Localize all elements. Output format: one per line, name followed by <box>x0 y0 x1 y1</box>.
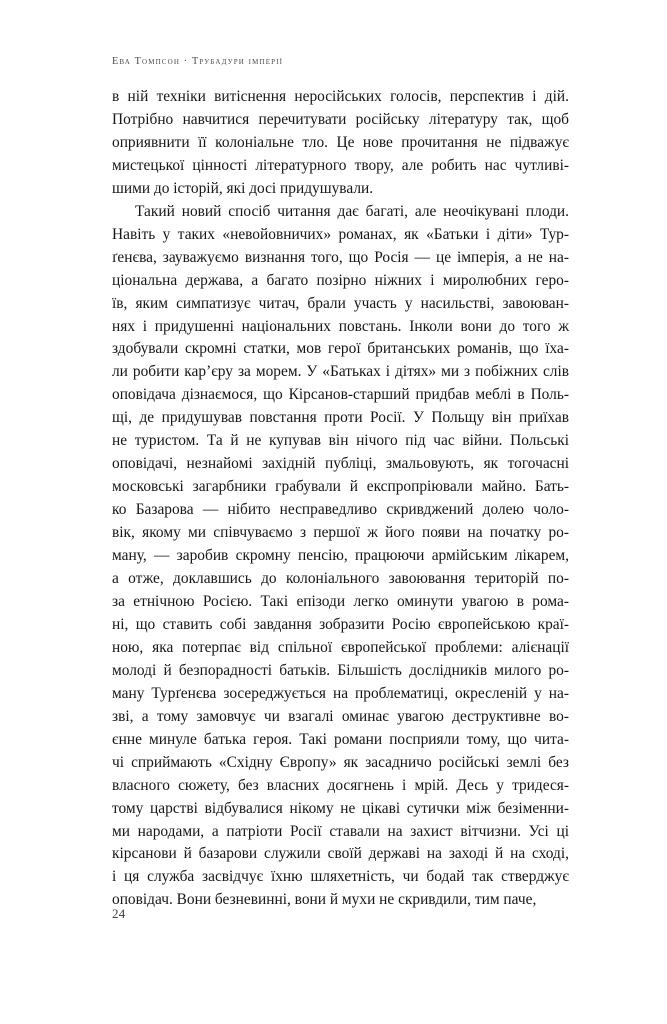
paragraph <box>112 201 569 913</box>
running-head: Ева Томпсон · Трубадури імперії <box>112 56 284 67</box>
text-line: ли робити кар’єру за морем. У «Батьках і дітях» ми з побіжних слів <box>112 363 569 381</box>
text-line: ґенєва, зауважуємо визнання того, що Росія — це імперія, а не на- <box>112 248 569 266</box>
text-line: оповідачі, незнайомі західній публіці, змальовують, як тогочасні <box>112 455 569 473</box>
text-line: чі сприймають «Східну Європу» як засадничо російські землі без <box>112 753 569 771</box>
text-line: в ній техніки витіснення неросійських голосів, перспектив і дій. <box>112 88 569 105</box>
text-line: їв, яким симпатизує читач, брали участь у насильстві, завоюван- <box>112 294 569 312</box>
text-line: вік, якому ми співчуваємо з першої ж його появи на початку ро- <box>112 524 569 542</box>
text-line: молоді й безпорадності батьків. Більшість дослідників милого ро- <box>112 661 569 679</box>
text-line: тому царстві відбувалися нікому не цікаві сутички між безіменни- <box>112 799 569 817</box>
text-line: ми народами, а патріоти Росії ставали на захист вітчизни. Усі ці <box>112 822 569 840</box>
text-line: нях і придушенні національних повстань. Інколи вони до того ж <box>112 317 569 335</box>
text-line: і ця служба засвідчує їхню шляхетність, чи бодай так стверджує <box>112 868 569 886</box>
text-line: щі, де придушував повстання проти Росії. У Польщу він приїхав <box>112 409 569 427</box>
text-line: ко Базарова — нібито несправедливо скривджений долею чоло- <box>112 501 569 519</box>
text-line: не туристом. Та й не купував він нічого під час війни. Польські <box>112 432 569 450</box>
text-line: оприявнити її колоніальне тло. Це нове прочитання не підважує <box>112 133 569 151</box>
text-line: ману, — заробив скромну пенсію, працюючи армійським лікарем, <box>112 547 569 565</box>
text-line: московські загарбники грабували й експропріювали майно. Бать- <box>112 478 569 496</box>
text-line: ні, що ставить собі завдання зобразити Росію європейською краї- <box>112 615 569 633</box>
text-line: власного сюжету, без власних досягнень і мрій. Десь у тридеся- <box>112 776 569 794</box>
text-line: ціональна держава, а багато позірно ніжних і миролюбних геро- <box>112 271 569 289</box>
text-line: ману Турґенєва зосереджується на проблематиці, окресленій у на- <box>112 684 569 702</box>
body-text-block <box>112 86 569 912</box>
text-line: шими до історій, які досі придушували. <box>112 179 374 197</box>
text-line: кірсанови й базарови служили своїй державі на заході й на сході, <box>112 845 569 863</box>
text-line: Потрібно навчитися перечитувати російську літературу так, щоб <box>112 110 569 128</box>
text-line: єнне минуле батька героя. Такі романи посприяли тому, що чита- <box>112 730 569 748</box>
text-line: Навіть у таких «невойовничих» романах, як «Батьки і діти» Тур- <box>112 225 569 243</box>
text-line: оповідача дізнаємося, що Кірсанов-старший придбав меблі в Поль- <box>112 386 569 404</box>
text-line: оповідач. Вони безневинні, вони й мухи не скривдили, тим паче, <box>112 891 537 909</box>
text-line: Такий новий спосіб читання дає багаті, але неочікувані плоди. <box>135 202 569 220</box>
text-line: а отже, доклавшись до колоніального завоювання територій по- <box>112 570 569 588</box>
text-line: зві, а тому замовчує чи взагалі оминає увагою деструктивне во- <box>112 707 569 725</box>
text-line: мистецької цінності літературного твору, але робить нас чутливі- <box>112 156 569 174</box>
text-line: ною, яка потерпає від спільної європейської проблеми: алієнації <box>112 638 569 656</box>
page-number: 24 <box>112 906 126 921</box>
text-line: за етнічною Росією. Такі епізоди легко оминути увагою в рома- <box>112 592 569 610</box>
text-line: здобували скромні статки, мов герої британських романів, що їха- <box>112 340 569 358</box>
paragraph <box>112 86 569 201</box>
